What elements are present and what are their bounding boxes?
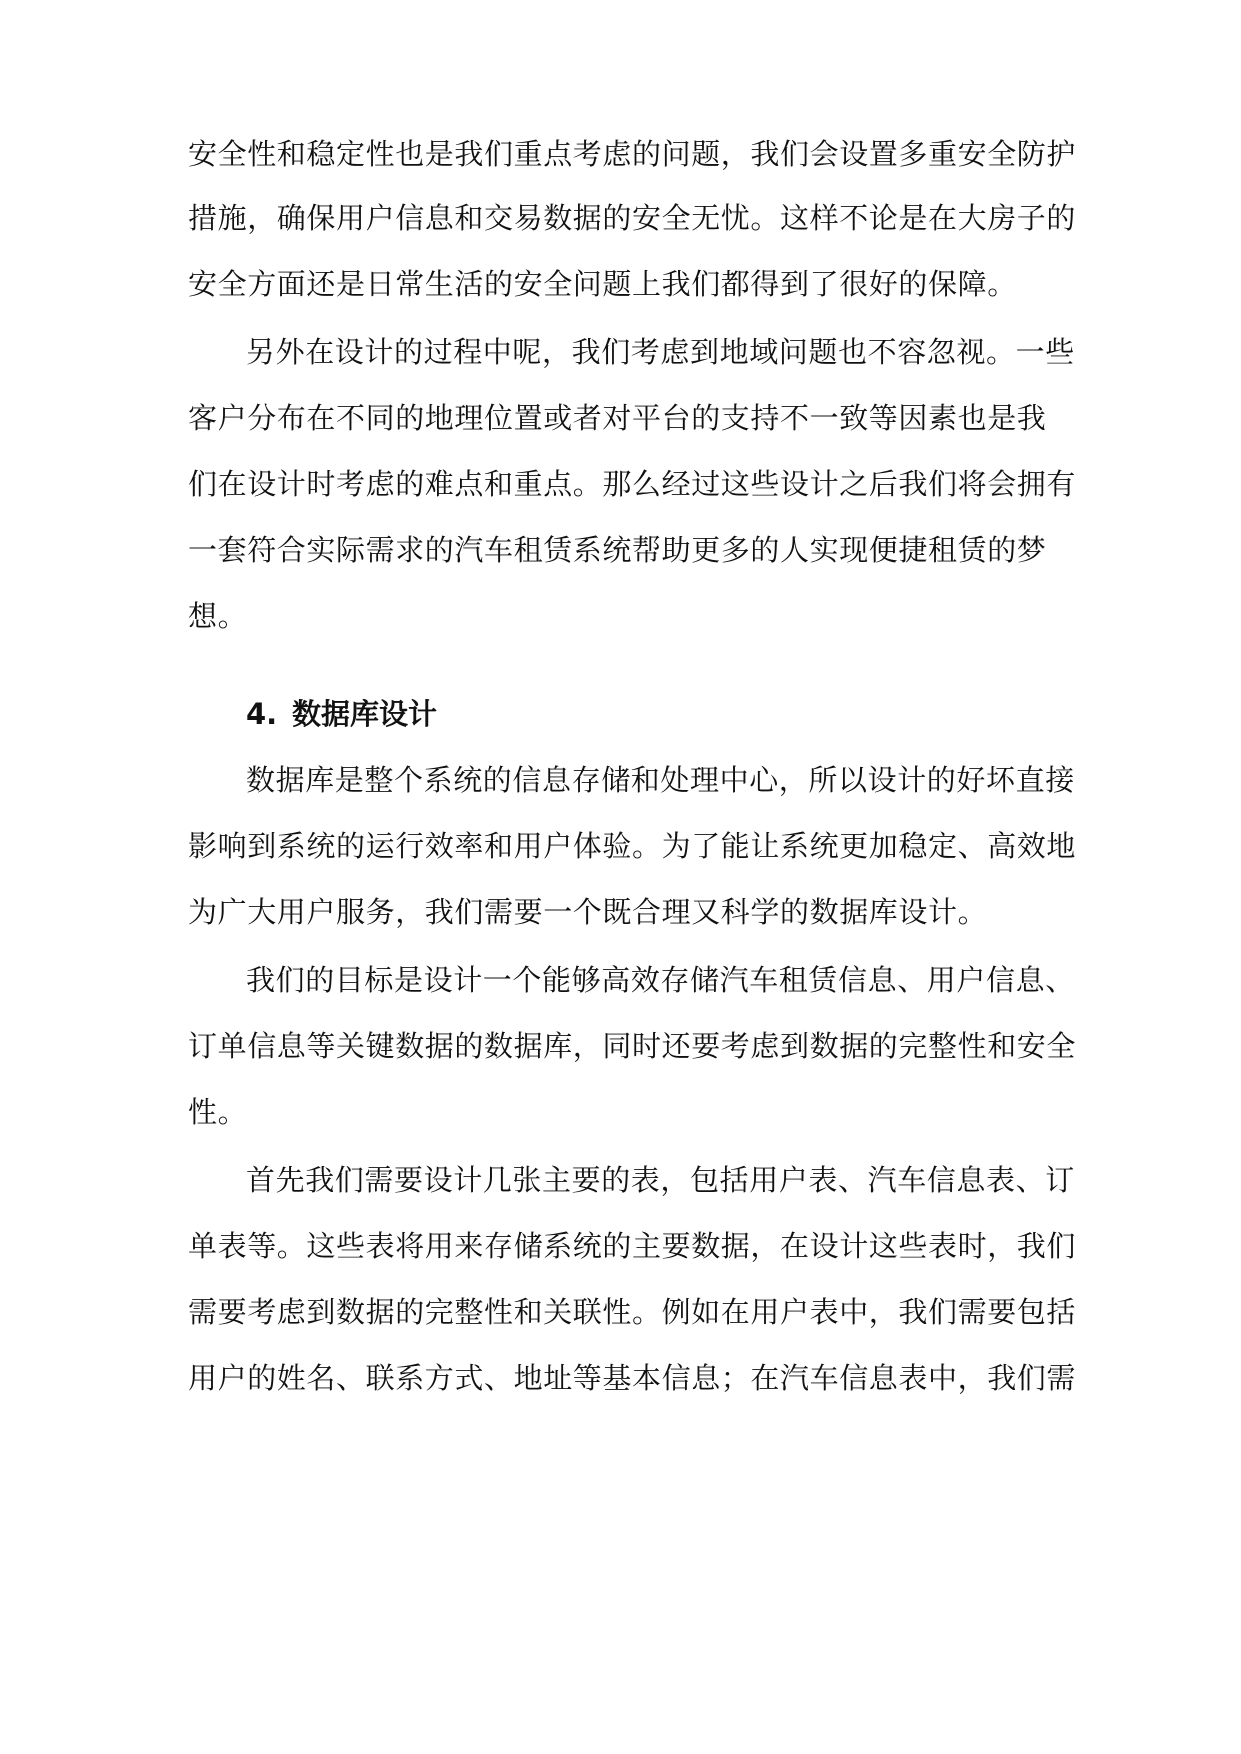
section-title: 数据库设计 bbox=[292, 697, 438, 731]
section-heading bbox=[246, 694, 437, 734]
paragraph-line: 性。 bbox=[188, 1095, 248, 1129]
paragraph-line: 首先我们需要设计几张主要的表，包括用户表、汽车信息表、订 bbox=[246, 1163, 1075, 1197]
paragraph-line: 安全方面还是日常生活的安全问题上我们都得到了很好的保障。 bbox=[188, 267, 1017, 301]
paragraph-line: 单表等。这些表将用来存储系统的主要数据，在设计这些表时，我们 bbox=[188, 1229, 1077, 1263]
paragraph-line: 为广大用户服务，我们需要一个既合理又科学的数据库设计。 bbox=[188, 895, 988, 929]
paragraph-line: 影响到系统的运行效率和用户体验。为了能让系统更加稳定、高效地 bbox=[188, 829, 1077, 863]
paragraph-line: 数据库是整个系统的信息存储和处理中心，所以设计的好坏直接 bbox=[246, 763, 1075, 797]
paragraph-line: 订单信息等关键数据的数据库，同时还要考虑到数据的完整性和安全 bbox=[188, 1029, 1077, 1063]
paragraph-line: 另外在设计的过程中呢，我们考虑到地域问题也不容忽视。一些 bbox=[246, 335, 1075, 369]
paragraph-line: 用户的姓名、联系方式、地址等基本信息；在汽车信息表中，我们需 bbox=[188, 1361, 1077, 1395]
section-number: 4. bbox=[246, 697, 278, 731]
paragraph-line: 一套符合实际需求的汽车租赁系统帮助更多的人实现便捷租赁的梦 bbox=[188, 533, 1047, 567]
paragraph-line: 需要考虑到数据的完整性和关联性。例如在用户表中，我们需要包括 bbox=[188, 1295, 1077, 1329]
paragraph-line: 客户分布在不同的地理位置或者对平台的支持不一致等因素也是我 bbox=[188, 401, 1047, 435]
paragraph-line: 们在设计时考虑的难点和重点。那么经过这些设计之后我们将会拥有 bbox=[188, 467, 1077, 501]
paragraph-line: 想。 bbox=[188, 599, 248, 633]
paragraph-line: 措施，确保用户信息和交易数据的安全无忧。这样不论是在大房子的 bbox=[188, 201, 1077, 235]
paragraph-line: 我们的目标是设计一个能够高效存储汽车租赁信息、用户信息、 bbox=[246, 963, 1075, 997]
paragraph-line: 安全性和稳定性也是我们重点考虑的问题，我们会设置多重安全防护 bbox=[188, 137, 1077, 171]
